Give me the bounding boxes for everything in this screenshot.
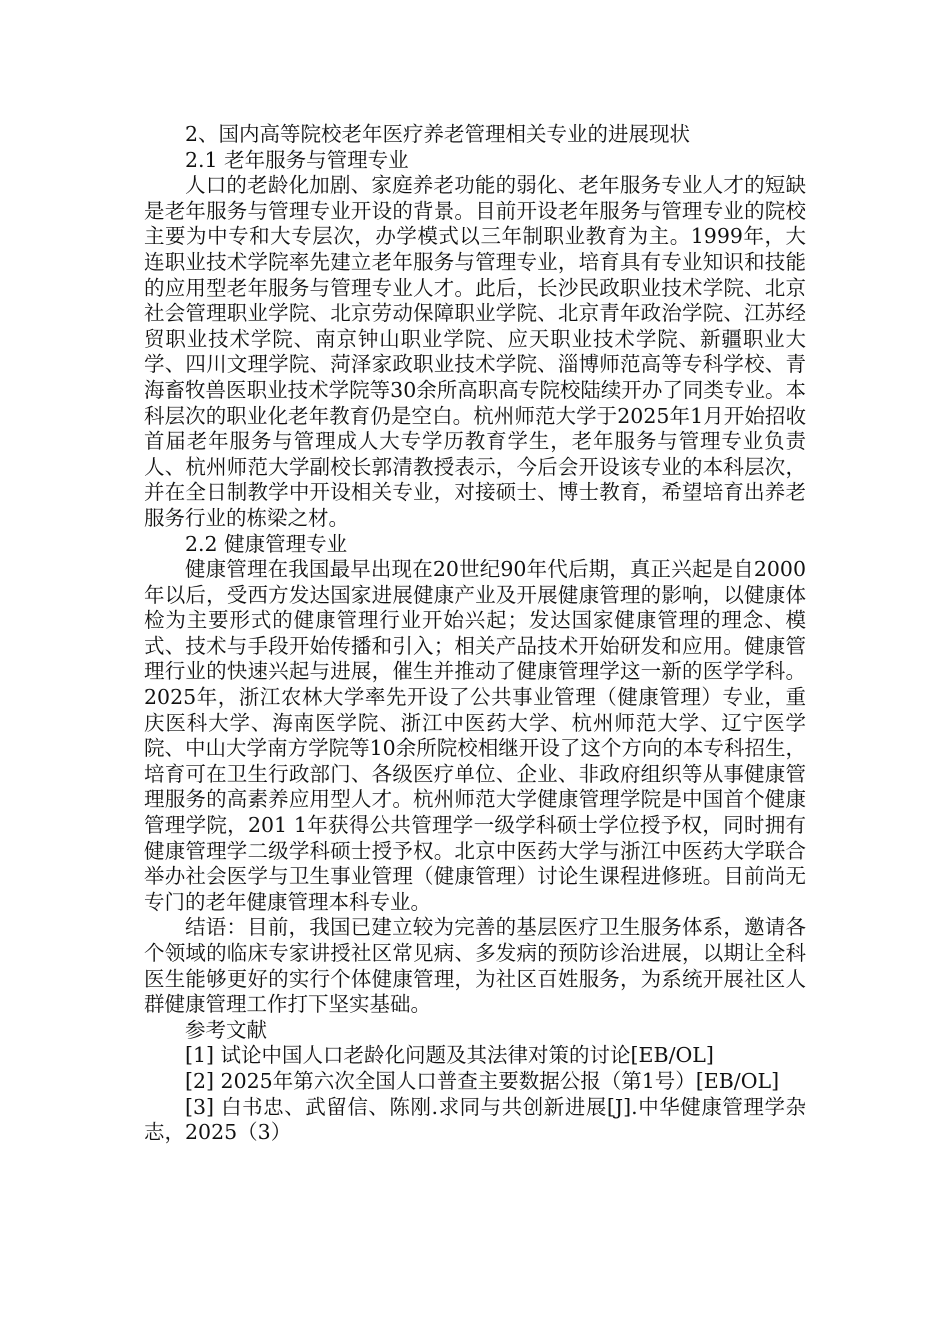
reference-item: [1] 试论中国人口老龄化问题及其法律对策的讨论[EB/OL] [185, 1043, 714, 1068]
reference-item: [3] 白书忠、武留信、陈刚.求同与共创新进展[J].中华健康管理学杂志，2025（3） [144, 1094, 806, 1145]
paragraph-conclusion: 结语：目前，我国已建立较为完善的基层医疗卫生服务体系，邀请各个领域的临床专家讲授社区常见病、多发病的预防诊治进展，以期让全科医生能够更好的实行个体健康管理，为社区百姓服务，为系统开展社区人群健康管理工作打下坚实基础。 [144, 915, 806, 1017]
paragraph-health-management: 健康管理在我国最早出现在20世纪90年代后期，真正兴起是自2000年以后，受西方发达国家进展健康产业及开展健康管理的影响，以健康体检为主要形式的健康管理行业开始兴起；发达国家健康管理的理念、模式、技术与手段开始传播和引入；相关产品技术开始研发和应用。健康管理行业的快速兴起与进展，催生并推动了健康管理学这一新的医学学科。2025年，浙江农林大学率先开设了公共事业管理（健康管理）专业，重庆医科大学、海南医学院、浙江中医药大学、杭州师范大学、辽宁医学院、中山大学南方学院等10余所院校相继开设了这个方向的本专科招生，培育可在卫生行政部门、各级医疗单位、企业、非政府组织等从事健康管理服务的高素养应用型人才。杭州师范大学健康管理学院是中国首个健康管理学院，201 1年获得公共管理学一级学科硕士学位授予权，同时拥有健康管理学二级学科硕士授予权。北京中医药大学与浙江中医药大学联合举办社会医学与卫生事业管理（健康管理）讨论生课程进修班。目前尚无专门的老年健康管理本科专业。 [144, 557, 806, 914]
reference-item: [2] 2025年第六次全国人口普查主要数据公报（第1号）[EB/OL] [185, 1068, 780, 1093]
references-heading: 参考文献 [185, 1017, 267, 1042]
subsection-heading-elderly-service: 2.1 老年服务与管理专业 [185, 147, 409, 172]
document-page [144, 122, 806, 1146]
paragraph-elderly-service: 人口的老龄化加剧、家庭养老功能的弱化、老年服务专业人才的短缺是老年服务与管理专业开设的背景。目前开设老年服务与管理专业的院校主要为中专和大专层次，办学模式以三年制职业教育为主。1999年，大连职业技术学院率先建立老年服务与管理专业，培育具有专业知识和技能的应用型老年服务与管理专业人才。此后，长沙民政职业技术学院、北京社会管理职业学院、北京劳动保障职业学院、北京青年政治学院、江苏经贸职业技术学院、南京钟山职业学院、应天职业技术学院、新疆职业大学、四川文理学院、菏泽家政职业技术学院、淄博师范高等专科学校、青海畜牧兽医职业技术学院等30余所高职高专院校陆续开办了同类专业。本科层次的职业化老年教育仍是空白。杭州师范大学于2025年1月开始招收首届老年服务与管理成人大专学历教育学生，老年服务与管理专业负责人、杭州师范大学副校长郭清教授表示，今后会开设该专业的本科层次，并在全日制教学中开设相关专业，对接硕士、博士教育，希望培育出养老服务行业的栋梁之材。 [144, 173, 806, 530]
section-heading: 2、国内高等院校老年医疗养老管理相关专业的进展现状 [185, 122, 691, 146]
subsection-heading-health-management: 2.2 健康管理专业 [185, 531, 348, 556]
